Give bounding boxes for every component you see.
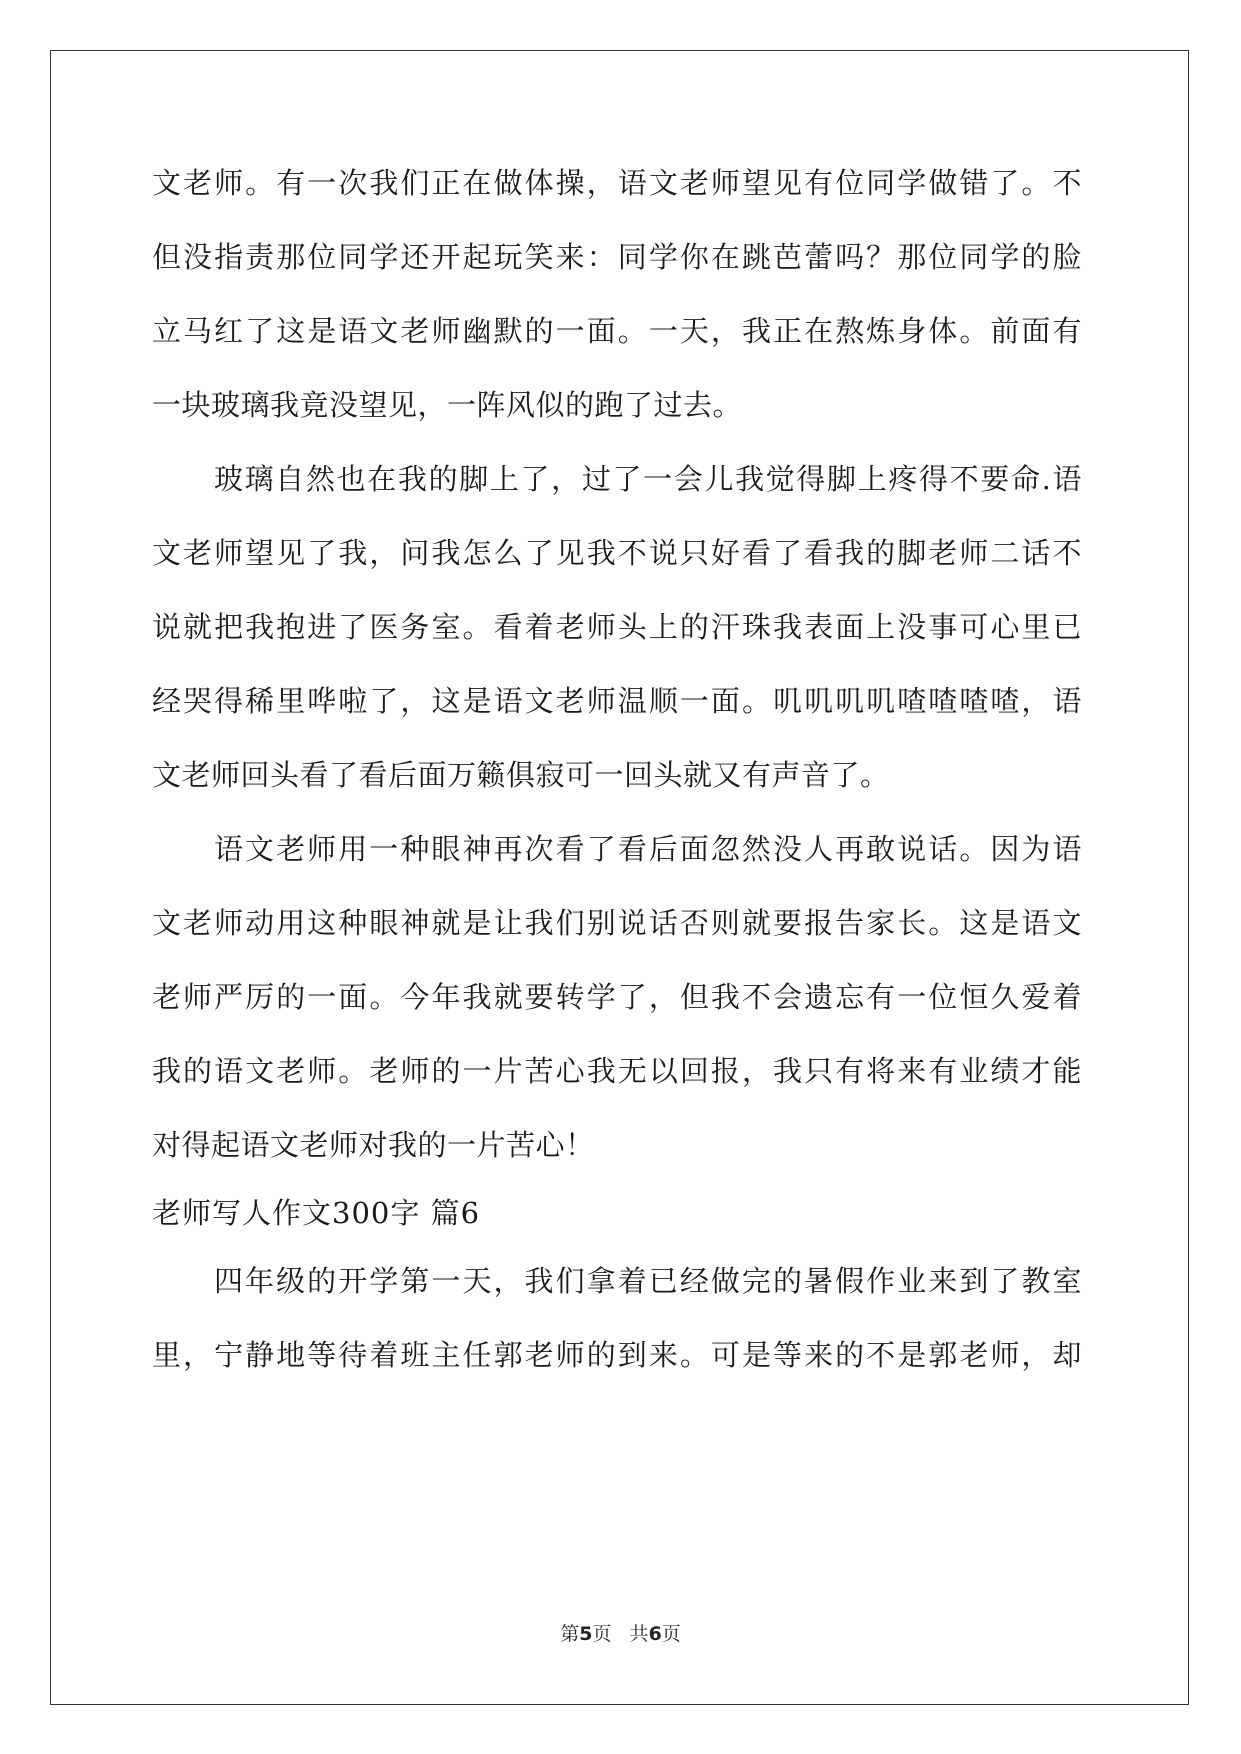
text-line: 玻璃自然也在我的脚上了，过了一会儿我觉得脚上疼得不要命.语 xyxy=(214,462,1082,496)
text-line: 说就把我抱进了医务室。看着老师头上的汗珠我表面上没事可心里已 xyxy=(152,610,1082,644)
text-line: 文老师望见了我，问我怎么了见我不说只好看了看我的脚老师二话不 xyxy=(152,536,1082,570)
text-line: 对得起语文老师对我的一片苦心！ xyxy=(152,1128,595,1162)
text-line: 我的语文老师。老师的一片苦心我无以回报，我只有将来有业绩才能 xyxy=(152,1054,1082,1088)
text-line: 文老师。有一次我们正在做体操，语文老师望见有位同学做错了。不 xyxy=(152,166,1082,200)
footer-suffix: 页 xyxy=(661,1623,681,1645)
text-line: 文老师回头看了看后面万籁俱寂可一回头就又有声音了。 xyxy=(152,758,890,792)
total-pages-number: 6 xyxy=(648,1623,662,1645)
footer-middle: 页 共 xyxy=(592,1623,649,1645)
section-heading: 老师写人作文300字 篇6 xyxy=(152,1196,481,1230)
text-line: 里，宁静地等待着班主任郭老师的到来。可是等来的不是郭老师，却 xyxy=(152,1338,1082,1372)
text-line: 文老师动用这种眼神就是让我们别说话否则就要报告家长。这是语文 xyxy=(152,906,1082,940)
text-line: 四年级的开学第一天，我们拿着已经做完的暑假作业来到了教室 xyxy=(214,1264,1082,1298)
text-line: 立马红了这是语文老师幽默的一面。一天，我正在熬炼身体。前面有 xyxy=(152,314,1082,348)
page-footer xyxy=(0,1622,1241,1646)
text-line: 经哭得稀里哗啦了，这是语文老师温顺一面。叽叽叽叽喳喳喳喳，语 xyxy=(152,684,1082,718)
text-line: 一块玻璃我竟没望见，一阵风似的跑了过去。 xyxy=(152,388,743,422)
text-line: 语文老师用一种眼神再次看了看后面忽然没人再敢说话。因为语 xyxy=(214,832,1082,866)
current-page-number: 5 xyxy=(579,1623,593,1645)
text-line: 老师严厉的一面。今年我就要转学了，但我不会遗忘有一位恒久爱着 xyxy=(152,980,1082,1014)
footer-prefix: 第 xyxy=(560,1623,580,1645)
page-border xyxy=(50,50,1189,1705)
text-line: 但没指责那位同学还开起玩笑来：同学你在跳芭蕾吗？那位同学的脸 xyxy=(152,240,1082,274)
